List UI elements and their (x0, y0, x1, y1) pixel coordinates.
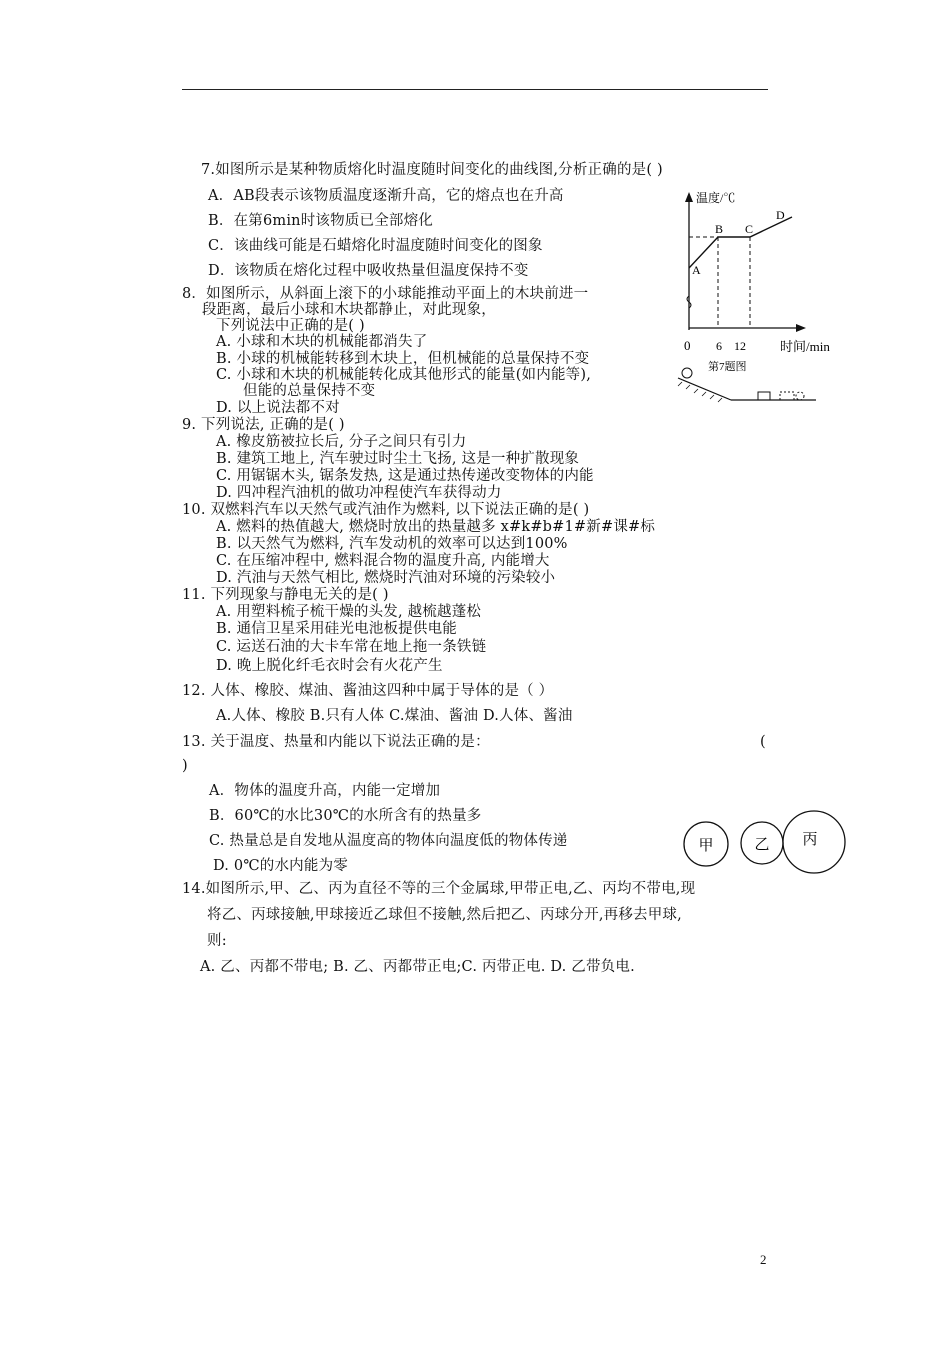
q12-options: A.人体、橡胶 B.只有人体 C.煤油、酱油 D.人体、酱油 (216, 708, 573, 724)
point-d-label: D (776, 208, 785, 222)
wood-block-icon (758, 392, 770, 400)
q8-ramp-figure (676, 366, 826, 410)
q9-option-c: C. 用锯锯木头, 锯条发热, 这是通过热传递改变物体的内能 (216, 468, 594, 484)
point-b-label: B (715, 222, 724, 236)
q9-option-b: B. 建筑工地上, 汽车驶过时尘土飞扬, 这是一种扩散现象 (216, 451, 580, 467)
q7-option-c: C．该曲线可能是石蜡熔化时温度随时间变化的图象 (208, 238, 543, 254)
y-axis-arrow-icon (685, 192, 693, 202)
x-axis-arrow-icon (796, 324, 806, 332)
x-tick-6: 6 (716, 339, 722, 353)
y-axis-label: 温度/℃ (696, 191, 736, 205)
q8-option-d: D. 以上说法都不对 (216, 400, 340, 416)
ball-yi-label: 乙 (754, 837, 770, 853)
q13-option-d: D. 0℃的水内能为零 (213, 858, 348, 874)
q13-paren-close: ) (182, 758, 188, 774)
q13-option-a: A．物体的温度升高，内能一定增加 (209, 783, 441, 799)
q8-stem-line1: 8．如图所示，从斜面上滚下的小球能推动平面上的木块前进一 (182, 286, 589, 302)
ball-final-position-icon (796, 392, 804, 400)
q11-option-c: C. 运送石油的大卡车常在地上拖一条铁链 (216, 639, 487, 655)
ramp-hatch (678, 382, 722, 402)
q10-option-a: A. 燃料的热值越大, 燃烧时放出的热量越多 x#k#b#1#新#课#标 (216, 519, 656, 535)
q14-stem-line3: 则: (207, 933, 227, 949)
q7-option-d: D．该物质在熔化过程中吸收热量但温度保持不变 (208, 263, 529, 279)
point-a-label: A (692, 263, 701, 277)
q13-option-b: B．60℃的水比30℃的水所含有的热量多 (209, 808, 482, 824)
x-tick-12: 12 (734, 339, 746, 353)
q14-stem-line1: 14.如图所示,甲、乙、丙为直径不等的三个金属球,甲带正电,乙、丙均不带电,现 (182, 881, 696, 897)
block-final-position-icon (780, 392, 794, 400)
q10-option-c: C. 在压缩冲程中, 燃料混合物的温度升高, 内能增大 (216, 553, 550, 569)
melting-curve (689, 217, 792, 268)
q10-option-d: D. 汽油与天然气相比, 燃烧时汽油对环境的污染较小 (216, 570, 556, 586)
q7-melting-graph (680, 180, 850, 380)
ramp-surface (678, 378, 731, 400)
q7-stem: 7.如图所示是某种物质熔化时温度随时间变化的曲线图,分析正确的是( ) (201, 162, 663, 178)
q11-option-d: D. 晚上脱化纤毛衣时会有火花产生 (216, 658, 443, 674)
q13-stem: 13. 关于温度、热量和内能以下说法正确的是： (182, 734, 490, 750)
ball-jia-label: 甲 (698, 838, 714, 854)
q14-stem-line2: 将乙、丙球接触,甲球接近乙球但不接触,然后把乙、丙球分开,再移去甲球, (207, 907, 682, 923)
ball-bing-label: 丙 (802, 832, 818, 848)
q8-option-b: B. 小球的机械能转移到木块上，但机械能的总量保持不变 (216, 351, 590, 367)
ball-icon (682, 368, 692, 378)
figure-caption: 第7题图 (708, 361, 747, 373)
q8-stem-line2: 段距离，最后小球和木块都静止，对此现象， (202, 302, 496, 318)
q9-option-a: A. 橡皮筋被拉长后, 分子之间只有引力 (216, 434, 467, 450)
q9-option-d: D. 四冲程汽油机的做功冲程使汽车获得动力 (216, 485, 502, 501)
q14-options: A. 乙、丙都不带电; B. 乙、丙都带正电;C. 丙带正电. D. 乙带负电. (200, 959, 635, 975)
origin-label: 0 (684, 338, 691, 353)
q8-option-c-cont: 但能的总量保持不变 (243, 383, 376, 399)
q12-stem: 12. 人体、橡胶、煤油、酱油这四种中属于导体的是（ ） (182, 683, 554, 699)
q9-stem: 9. 下列说法, 正确的是( ) (182, 417, 345, 433)
point-c-label: C (745, 222, 754, 236)
q11-option-b: B. 通信卫星采用硅光电池板提供电能 (216, 621, 457, 637)
q11-stem: 11. 下列现象与静电无关的是( ) (182, 587, 389, 603)
q10-stem: 10. 双燃料汽车以天然气或汽油作为燃料, 以下说法正确的是( ) (182, 502, 590, 518)
q13-option-c: C. 热量总是自发地从温度高的物体向温度低的物体传递 (209, 833, 568, 849)
x-axis-label: 时间/min (780, 339, 830, 354)
q11-option-a: A. 用塑料梳子梳干燥的头发, 越梳越蓬松 (216, 604, 482, 620)
q8-stem-line3: 下列说法中正确的是( ) (216, 318, 365, 334)
q13-paren-open: ( (760, 734, 766, 750)
q10-option-b: B. 以天然气为燃料, 汽车发动机的效率可以达到100% (216, 536, 568, 552)
q14-balls-figure (676, 808, 852, 880)
q7-option-b: B．在第6min时该物质已全部熔化 (208, 213, 434, 229)
header-rule (182, 89, 768, 90)
q8-option-c: C. 小球和木块的机械能转化成其他形式的能量(如内能等), (216, 367, 592, 383)
q8-option-a: A. 小球和木块的机械能都消失了 (216, 334, 428, 350)
page-number: 2 (760, 1252, 767, 1267)
q7-option-a: A．AB段表示该物质温度逐渐升高，它的熔点也在升高 (208, 188, 564, 204)
